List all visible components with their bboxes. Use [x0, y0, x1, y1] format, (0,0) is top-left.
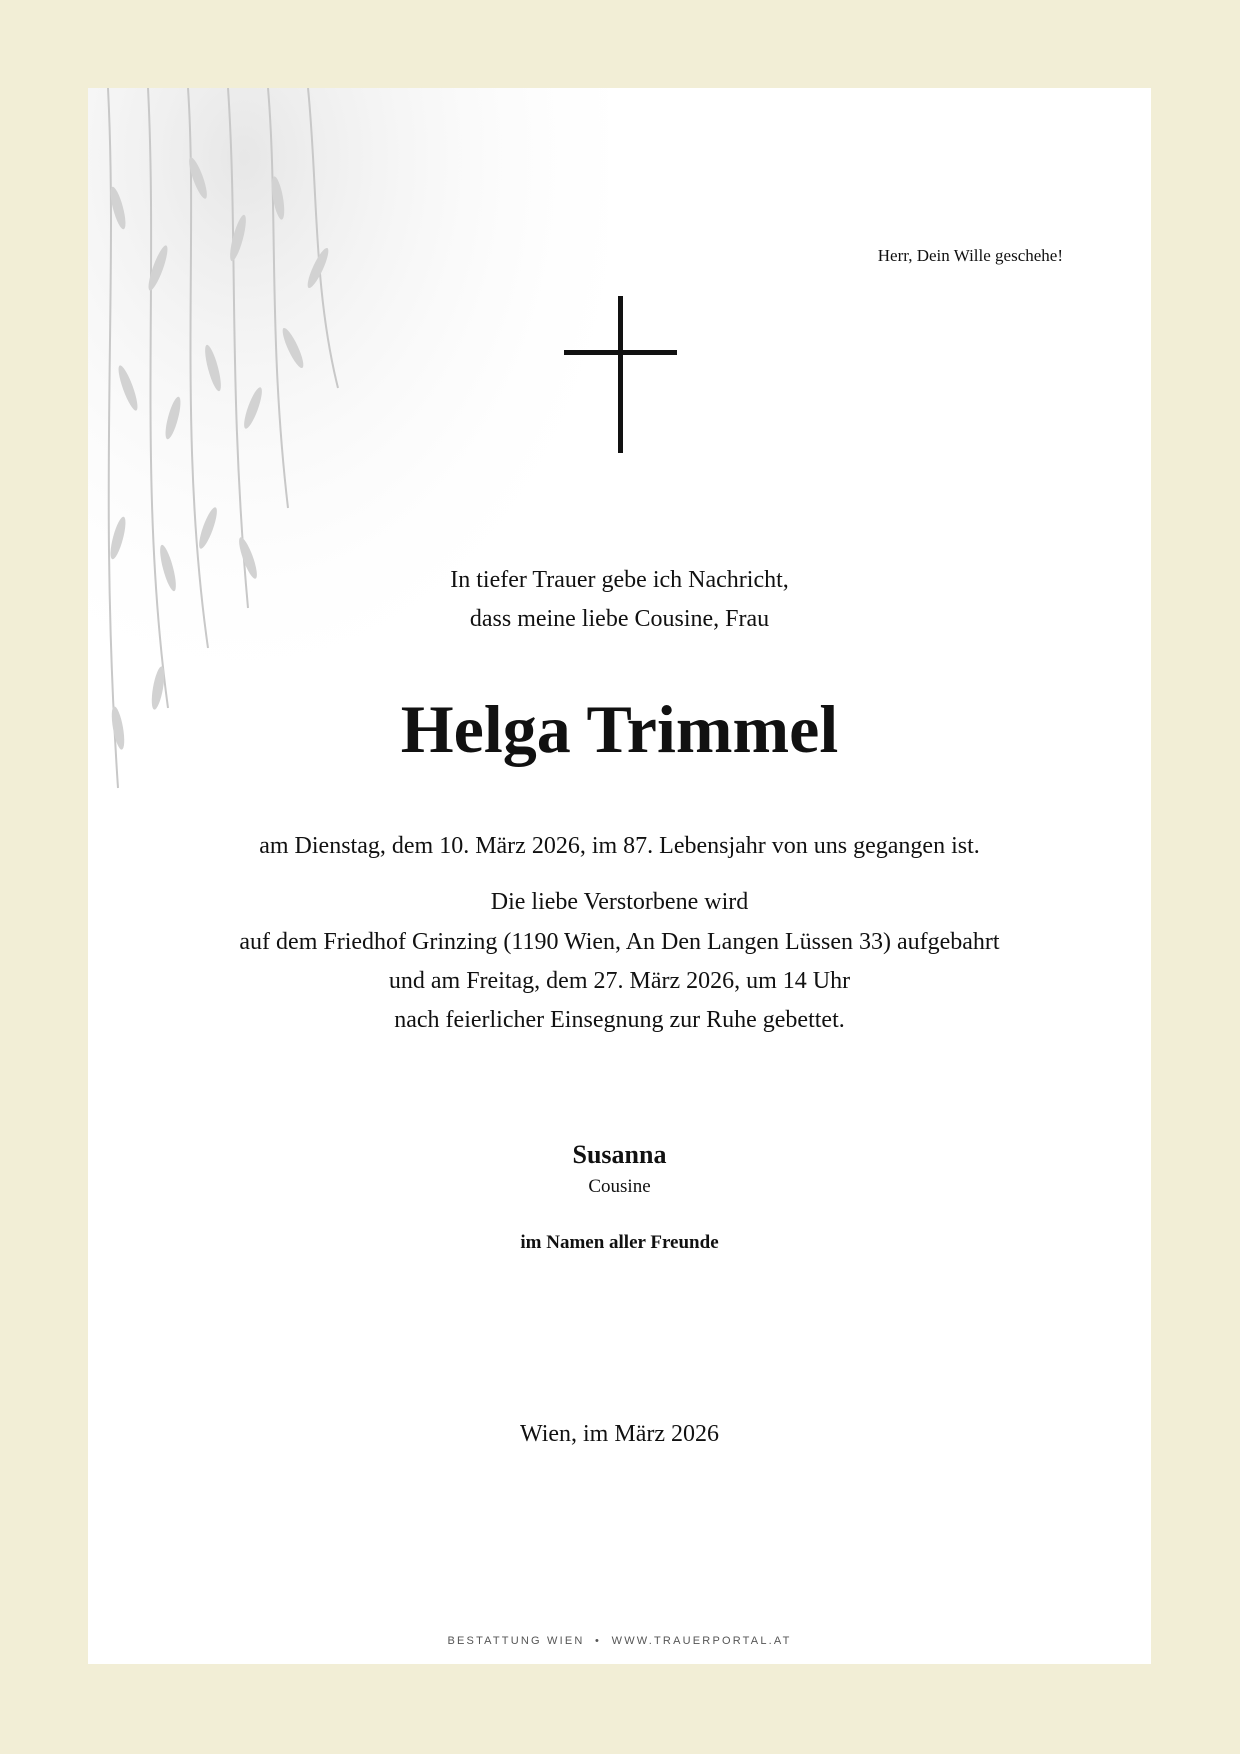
deceased-name: Helga Trimmel	[400, 691, 839, 767]
signatory-name: Susanna	[572, 1140, 667, 1169]
on-behalf-note: im Namen aller Freunde	[520, 1232, 719, 1253]
intro-line-1: In tiefer Trauer gebe ich Nachricht,	[450, 567, 789, 593]
obituary-card	[88, 88, 1151, 1664]
funeral-line-3: und am Freitag, dem 27. März 2026, um 14 Uhr	[388, 968, 851, 994]
place-date: Wien, im März 2026	[520, 1421, 719, 1447]
death-line: am Dienstag, dem 10. März 2026, im 87. Lebensjahr von uns gegangen ist.	[259, 833, 980, 859]
funeral-line-4: nach feierlicher Einsegnung zur Ruhe gebettet.	[394, 1007, 845, 1033]
funeral-line-1: Die liebe Verstorbene wird	[490, 889, 749, 915]
signatory-relation: Cousine	[588, 1176, 651, 1197]
footer-credit: BESTATTUNG WIEN • WWW.TRAUERPORTAL.AT	[447, 1635, 792, 1647]
motto: Herr, Dein Wille geschehe!	[877, 246, 1063, 265]
intro-line-2: dass meine liebe Cousine, Frau	[469, 606, 770, 632]
funeral-line-2: auf dem Friedhof Grinzing (1190 Wien, An Den Langen Lüssen 33) aufgebahrt	[239, 929, 1000, 955]
